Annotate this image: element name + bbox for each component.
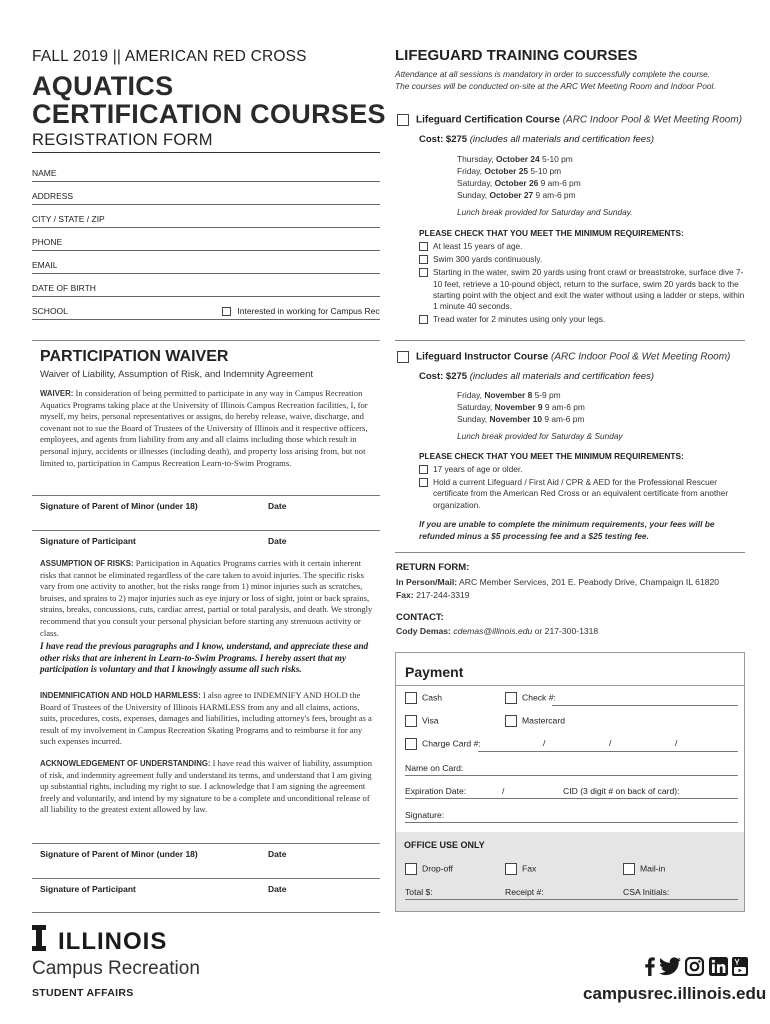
address-field[interactable] — [32, 182, 380, 205]
contact-phone: or 217-300-1318 — [534, 626, 599, 636]
website-url[interactable]: campusrec.illinois.edu — [583, 984, 767, 1003]
in-person-row — [396, 576, 719, 589]
contact-details — [396, 626, 598, 636]
card-slash-1: / — [543, 738, 546, 748]
course1-schedule — [457, 153, 581, 201]
req-checkbox[interactable] — [419, 478, 428, 487]
waiver-bottom-rule — [32, 912, 380, 913]
course2-schedule — [457, 389, 585, 425]
requirement-item — [419, 477, 739, 511]
date-value: October 24 — [495, 154, 540, 164]
name-on-card-line[interactable] — [405, 775, 738, 776]
contact-email[interactable]: cdemas@illinois.edu — [453, 626, 533, 636]
return-divider — [395, 552, 745, 553]
course1-date-row — [457, 153, 581, 165]
date-label-2: Date — [268, 536, 287, 546]
date-day: Friday, — [457, 390, 485, 400]
course1-name: Lifeguard Certification Course — [416, 114, 560, 126]
student-affairs-wordmark: STUDENT AFFAIRS — [32, 987, 134, 999]
req-text: Starting in the water, swim 20 yards using front crawl or breaststroke, surface dive 7-10 feet, retrieve a 10-pound object, return to the surface, swim 20 yards back to the starting point with the object and exit the water without using a ladder or steps, within 1 minute 40 seconds. — [433, 267, 745, 312]
refund-note: If you are unable to complete the minimum requirements, your fees will be refunded minus a $5 processing fee and a $25 testing fee. — [419, 519, 715, 541]
req-text: Tread water for 2 minutes using only your legs. — [433, 314, 606, 325]
fax-number: 217-244-3319 — [416, 589, 470, 600]
date-value: November 9 — [494, 402, 543, 412]
course2-requirements — [419, 464, 739, 511]
fax-option-label: Fax — [522, 863, 537, 874]
req-checkbox[interactable] — [419, 315, 428, 324]
mail-label: Mail-in — [640, 863, 666, 874]
date-value: October 26 — [494, 178, 539, 188]
return-form-details — [396, 576, 719, 601]
sig-line-participant-1 — [32, 530, 380, 531]
return-form-title: RETURN FORM: — [396, 562, 470, 573]
expiration-line[interactable] — [405, 798, 738, 799]
charge-card-label: Charge Card #: — [422, 738, 481, 749]
visa-label: Visa — [422, 715, 439, 726]
dropoff-checkbox[interactable] — [405, 863, 417, 875]
course2-name: Lifeguard Instructor Course — [416, 351, 549, 363]
sig-parent-label-1: Signature of Parent of Minor (under 18) — [40, 501, 198, 511]
waiver-subtitle: Waiver of Liability, Assumption of Risk, and Indemnity Agreement — [40, 369, 313, 380]
name-label: NAME — [32, 168, 57, 178]
waiver-divider — [32, 340, 380, 341]
sig-line-participant-2 — [32, 878, 380, 879]
block-i-logo-icon — [32, 925, 46, 951]
twitter-icon[interactable] — [659, 957, 681, 976]
season-heading: FALL 2019 || AMERICAN RED CROSS — [32, 48, 307, 65]
course1-checkbox[interactable] — [397, 114, 409, 126]
course2-date-row — [457, 401, 585, 413]
form-title: REGISTRATION FORM — [32, 131, 213, 149]
instagram-icon[interactable] — [685, 957, 704, 976]
sig-line-parent-2 — [32, 843, 380, 844]
indem-label: INDEMNIFICATION AND HOLD HARMLESS: — [40, 691, 201, 700]
course2-date-row — [457, 389, 585, 401]
course1-location: (ARC Indoor Pool & Wet Meeting Room) — [562, 114, 743, 126]
lifeguard-title: LIFEGUARD TRAINING COURSES — [395, 47, 638, 64]
req-text: 17 years of age or older. — [433, 464, 523, 474]
campus-rec-checkbox[interactable] — [222, 307, 231, 316]
csa-label: CSA Initials: — [623, 887, 670, 897]
mastercard-option — [505, 715, 565, 727]
waiver-text: In consideration of being permitted to participate in any way in Campus Recreation Aquatics Programs taking place at the University of Illinois Campus Recreation facilities, I, for myself, my heirs, personal representatives or assigns, do hereby release, waive, discharge, and covenant not to sue the Board of Trustees of the University of Illinois and it respective officers, employees, and agents from liability from any and all claims including those which result in personal injury, accidents or illnesses (including death), and property loss arising from, but not limited to, participation in Campus Recreation Learn-to-Swim Programs. — [40, 388, 368, 468]
requirement-item — [419, 464, 739, 475]
ack-label: ACKNOWLEDGEMENT OF UNDERSTANDING: — [40, 759, 211, 768]
address-label: ADDRESS — [32, 191, 74, 201]
fax-option — [505, 863, 536, 875]
date-value: November 10 — [489, 414, 543, 424]
date-time: 9 am-6 pm — [544, 402, 585, 412]
course1-requirements — [419, 241, 749, 325]
course2-cost — [419, 371, 654, 382]
indem-text: I also agree to INDEMNIFY AND HOLD the Board of Trustees of the University of Illinois HARMLESS from any and all claims, actions, suits, procedures, costs, expenses, damages and liabilities, including attorney's fees, brought as a result of my involvement in Campus Recreation Skating Programs and to reimburse it for any such expenses incurred. — [40, 690, 372, 747]
check-option — [505, 692, 556, 704]
requirement-item — [419, 254, 749, 265]
waiver-title: PARTICIPATION WAIVER — [40, 348, 229, 365]
card-slash-2: / — [609, 738, 612, 748]
name-on-card-label: Name on Card: — [405, 763, 464, 773]
signature-label: Signature: — [405, 810, 445, 820]
date-time: 5-9 pm — [534, 390, 561, 400]
course2-location: (ARC Indoor Pool & Wet Meeting Room) — [551, 351, 731, 363]
course2-header — [397, 351, 730, 363]
city-state-zip-field[interactable] — [32, 205, 380, 228]
ack-text: I have read this waiver of liability, assumption of risk, and indemnity agreement fully and understand its terms, and understand that I am giving up substantial rights, including my right to sue. I acknowledge that I am signing the agreement freely and voluntarily, and intend by my signature to be a complete and unconditional release of all liability to the greatest extent allowed by law. — [40, 758, 373, 815]
date-time: 9 am-6 pm — [544, 414, 585, 424]
sig-participant-label-1: Signature of Participant — [40, 536, 136, 546]
email-label: EMAIL — [32, 260, 58, 270]
check-checkbox[interactable] — [505, 692, 517, 704]
course1-cost — [419, 134, 654, 145]
visa-option — [405, 715, 439, 727]
dropoff-label: Drop-off — [422, 863, 453, 874]
sig-participant-label-2: Signature of Participant — [40, 884, 136, 894]
waiver-label: WAIVER: — [40, 389, 74, 398]
fax-checkbox[interactable] — [505, 863, 517, 875]
sig-parent-label-2: Signature of Parent of Minor (under 18) — [40, 849, 198, 859]
course1-cost-note: (includes all materials and certification fees) — [469, 134, 654, 145]
cid-label: CID (3 digit # on back of card): — [563, 786, 680, 796]
school-field[interactable] — [32, 297, 380, 320]
course2-checkbox[interactable] — [397, 351, 409, 363]
req-text: Swim 300 yards continuously. — [433, 254, 543, 265]
facebook-icon[interactable] — [645, 957, 655, 976]
date-value: October 25 — [484, 166, 529, 176]
course1-lunch: Lunch break provided for Saturday and Sunday. — [457, 207, 633, 217]
req-checkbox[interactable] — [419, 465, 428, 474]
requirement-item — [419, 314, 749, 325]
risks-paragraph — [40, 558, 376, 639]
mastercard-label: Mastercard — [522, 715, 565, 726]
payment-title: Payment — [405, 664, 464, 680]
title-line-1: AQUATICS — [32, 71, 174, 101]
expiration-slash: / — [502, 786, 505, 796]
contact-title: CONTACT: — [396, 612, 444, 623]
date-day: Saturday, — [457, 402, 495, 412]
date-day: Thursday, — [457, 154, 496, 164]
signature-line[interactable] — [405, 822, 738, 823]
charge-card-option — [405, 738, 481, 750]
course2-req-heading: PLEASE CHECK THAT YOU MEET THE MINIMUM REQUIREMENTS: — [419, 451, 684, 461]
name-field[interactable] — [32, 159, 380, 182]
waiver-paragraph — [40, 388, 376, 469]
card-number-line[interactable] — [478, 751, 738, 752]
date-time: 5-10 pm — [530, 166, 562, 176]
course1-cost-amount: Cost: $275 — [419, 134, 468, 145]
phone-label: PHONE — [32, 237, 63, 247]
course-divider — [395, 340, 745, 341]
campus-rec-interest — [222, 306, 380, 316]
cash-checkbox[interactable] — [405, 692, 417, 704]
mail-checkbox[interactable] — [623, 863, 635, 875]
course1-req-heading: PLEASE CHECK THAT YOU MEET THE MINIMUM REQUIREMENTS: — [419, 228, 684, 238]
date-time: 5-10 pm — [542, 154, 573, 164]
req-checkbox[interactable] — [419, 255, 428, 264]
date-value: October 27 — [489, 190, 534, 200]
page-title — [32, 72, 386, 128]
cash-option — [405, 692, 442, 704]
requirement-item — [419, 267, 749, 312]
intro-line-1: Attendance at all sessions is mandatory in order to successfully complete the course. — [395, 69, 711, 79]
date-day: Sunday, — [457, 190, 490, 200]
receipt-label: Receipt #: — [505, 887, 544, 897]
date-label-1: Date — [268, 501, 287, 511]
visa-checkbox[interactable] — [405, 715, 417, 727]
charge-card-checkbox[interactable] — [405, 738, 417, 750]
dob-label: DATE OF BIRTH — [32, 283, 96, 293]
req-text: Hold a current Lifeguard / First Aid / CPR & AED for the Professional Rescuer certificate from the American Red Cross or an equivalent certificate from another organization. — [433, 477, 729, 510]
date-value: November 8 — [484, 390, 533, 400]
mail-option — [623, 863, 665, 875]
risks-text: Participation in Aquatics Programs carries with it certain inherent risks that cannot be eliminated regardless of the care taken to avoid injuries. The specific risks vary from one activity to another, but the risks range from 1) minor injuries such as scratches, bruises, and sprains to 2) major injuries such as eye injury or loss of sight, joint or back sprains, strains, breaks, concussions, cuts, cardiac arrest, partial or total paralysis, and death. We strongly recommend that you consult your personal physician before starting any strenuous activity or class. — [40, 558, 373, 638]
check-number-line[interactable] — [552, 705, 738, 706]
req-checkbox[interactable] — [419, 268, 428, 277]
dropoff-option — [405, 863, 453, 875]
title-line-2: CERTIFICATION COURSES — [32, 99, 386, 129]
req-checkbox[interactable] — [419, 242, 428, 251]
course1-date-row — [457, 189, 581, 201]
date-label-4: Date — [268, 884, 287, 894]
in-person-address: ARC Member Services, 201 E. Peabody Drive, Champaign IL 61820 — [459, 577, 720, 587]
email-field[interactable] — [32, 251, 380, 274]
illinois-wordmark: ILLINOIS — [58, 928, 168, 955]
linkedin-icon[interactable] — [709, 957, 728, 976]
course2-lunch: Lunch break provided for Saturday & Sunday — [457, 431, 623, 441]
date-time: 9 am-6 pm — [540, 178, 581, 188]
office-bottom-line — [405, 899, 738, 900]
city-label: CITY / STATE / ZIP — [32, 214, 105, 224]
in-person-label: In Person/Mail: — [396, 577, 458, 587]
campus-rec-label: Interested in working for Campus Rec — [237, 305, 380, 316]
lifeguard-intro — [395, 69, 716, 92]
office-use-title: OFFICE USE ONLY — [404, 840, 485, 850]
date-label-3: Date — [268, 849, 287, 859]
expiration-label: Expiration Date: — [405, 786, 467, 796]
cash-label: Cash — [422, 692, 443, 703]
card-slash-3: / — [675, 738, 678, 748]
youtube-icon[interactable] — [732, 957, 748, 976]
date-time: 9 am-6 pm — [535, 190, 576, 200]
course2-cost-note: (includes all materials and certification fees) — [469, 371, 654, 382]
fax-row — [396, 589, 719, 602]
phone-field[interactable] — [32, 228, 380, 251]
contact-name: Cody Demas: — [396, 626, 451, 636]
dob-field[interactable] — [32, 274, 380, 297]
mastercard-checkbox[interactable] — [505, 715, 517, 727]
date-day: Friday, — [457, 166, 485, 176]
course1-header — [397, 114, 742, 126]
requirement-item — [419, 241, 749, 252]
indemnification-paragraph — [40, 690, 376, 748]
sig-line-parent-1 — [32, 495, 380, 496]
course1-date-row — [457, 165, 581, 177]
course2-date-row — [457, 413, 585, 425]
course2-cost-amount: Cost: $275 — [419, 371, 468, 382]
acknowledgement-paragraph — [40, 758, 376, 816]
intro-line-2: The courses will be conducted on-site at the ARC Wet Meeting Room and Indoor Pool. — [395, 80, 716, 91]
req-text: At least 15 years of age. — [433, 241, 523, 251]
fax-label: Fax: — [396, 589, 414, 600]
total-label: Total $: — [405, 887, 433, 897]
risks-label: ASSUMPTION OF RISKS: — [40, 559, 134, 568]
school-label: SCHOOL — [32, 306, 68, 316]
campus-rec-wordmark: Campus Recreation — [32, 958, 200, 979]
check-label: Check #: — [522, 692, 556, 703]
header-divider — [32, 152, 380, 153]
date-day: Saturday, — [457, 178, 495, 188]
date-day: Sunday, — [457, 414, 490, 424]
course1-date-row — [457, 177, 581, 189]
payment-title-rule — [396, 685, 744, 686]
affirmation-paragraph: I have read the previous paragraphs and I know, understand, and appreciate these and other risks that are inherent in Learn-to-Swim Programs. I hereby assert that my participation is voluntary and that I knowingly assume all such risks. — [40, 641, 369, 675]
